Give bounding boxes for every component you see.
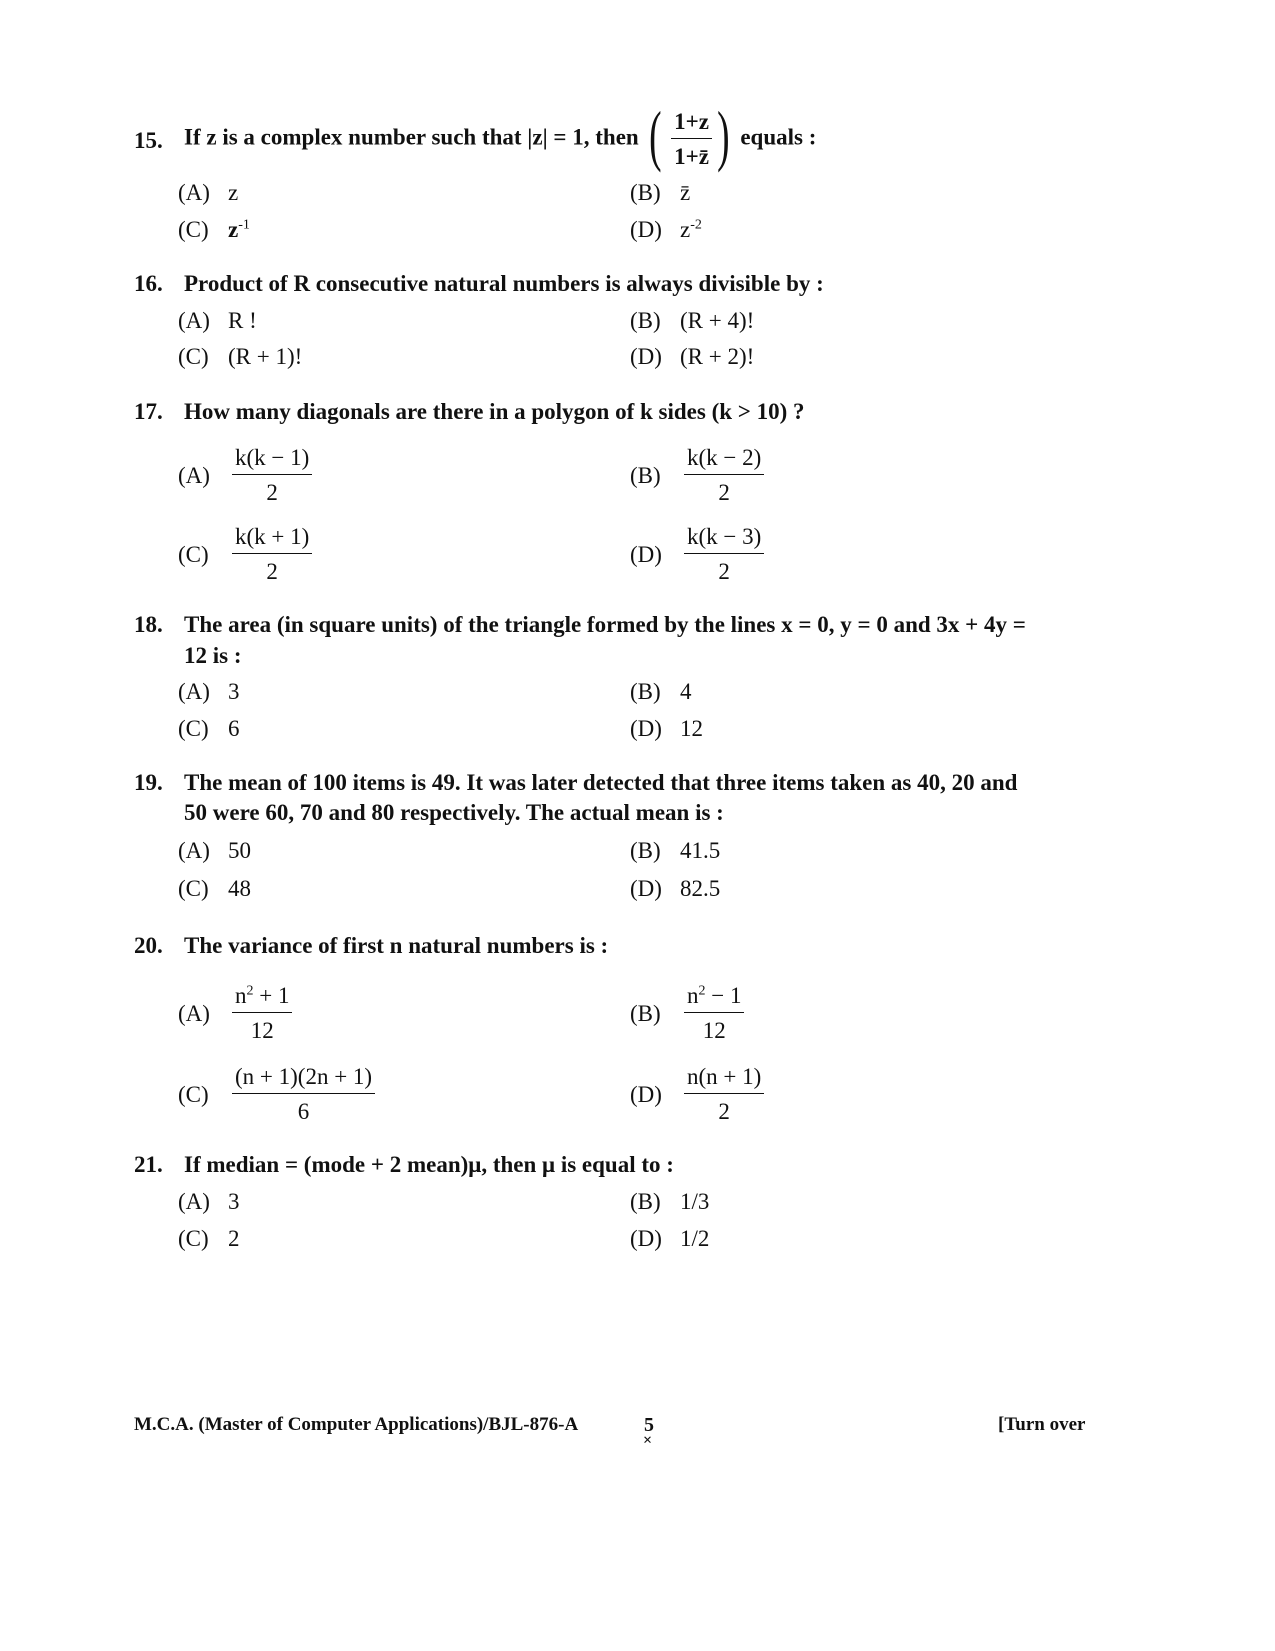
- fraction: [671, 109, 712, 170]
- question-text: 12 is :: [184, 643, 242, 668]
- question-text: If median = (mode + 2 mean)μ, then μ is equal to :: [184, 1152, 674, 1177]
- option-a[interactable]: (A) R !: [178, 308, 257, 333]
- option-c[interactable]: (C) 2: [178, 1226, 240, 1251]
- question-text: 50 were 60, 70 and 80 respectively. The actual mean is :: [184, 800, 724, 825]
- question-text: How many diagonals are there in a polygon of k sides (k > 10) ?: [184, 399, 805, 424]
- fraction: $\frac{k(k - 2)}{2}$: [684, 445, 764, 506]
- question-text: The mean of 100 items is 49. It was later detected that three items taken as 40, 20 and: [184, 770, 1018, 795]
- left-paren: (: [649, 97, 663, 173]
- question-text: Product of R consecutive natural numbers is always divisible by :: [184, 271, 824, 296]
- option-a[interactable]: (A) $\frac{n^2 + 1}{12}$: [178, 983, 292, 1044]
- option-c[interactable]: (C) $z^{-1}$: [178, 217, 250, 242]
- question-number: 15.: [134, 128, 163, 153]
- fraction-denominator: 1+z̄: [674, 143, 709, 169]
- option-b[interactable]: (B) 1/3: [630, 1189, 710, 1214]
- option-d[interactable]: (D) 12: [630, 716, 703, 741]
- question-number: 19.: [134, 770, 163, 795]
- option-c[interactable]: (C) (R + 1)!: [178, 344, 303, 369]
- option-c[interactable]: (C) 6: [178, 716, 240, 741]
- option-b[interactable]: (B) (R + 4)!: [630, 308, 755, 333]
- right-paren: ): [717, 97, 730, 173]
- question-number: 16.: [134, 271, 163, 296]
- fraction: $\frac{n^2 - 1}{12}$: [684, 983, 744, 1044]
- option-b[interactable]: (B) $\frac{k(k - 2)}{2}$: [630, 445, 764, 506]
- option-d[interactable]: (D) 82.5: [630, 876, 721, 901]
- footer-mark: ×: [643, 1432, 653, 1449]
- question-number: 18.: [134, 612, 163, 637]
- option-a[interactable]: (A) $\frac{k(k - 1)}{2}$: [178, 445, 312, 506]
- option-d[interactable]: (D) 1/2: [630, 1226, 710, 1251]
- option-d[interactable]: (D) $\frac{n(n + 1)}{2}$: [630, 1064, 764, 1125]
- fraction: $\frac{k(k - 1)}{2}$: [232, 445, 312, 506]
- option-a[interactable]: (A) 3: [178, 1189, 240, 1214]
- option-c[interactable]: (C) 48: [178, 876, 251, 901]
- fraction: $\frac{k(k + 1)}{2}$: [232, 524, 312, 585]
- question-number: 20.: [134, 933, 163, 958]
- option-a[interactable]: (A) z: [178, 180, 239, 205]
- fraction: $\frac{k(k - 3)}{2}$: [684, 524, 764, 585]
- page-number: 5: [644, 1414, 654, 1436]
- question-number: 21.: [134, 1152, 163, 1177]
- question-text: The variance of first n natural numbers is :: [184, 933, 609, 958]
- option-b[interactable]: (B) $\frac{n^2 - 1}{12}$: [630, 983, 744, 1044]
- fraction: $\frac{n^2 + 1}{12}$: [232, 983, 292, 1044]
- fraction: $\frac{(n + 1)(2n + 1)}{6}$: [232, 1064, 375, 1125]
- question-text-tail: equals :: [740, 124, 817, 150]
- option-b[interactable]: (B) 4: [630, 679, 692, 704]
- option-d[interactable]: (D) $z^{-2}$: [630, 217, 702, 242]
- question-text: The area (in square units) of the triangle formed by the lines x = 0, y = 0 and 3x + 4y =: [184, 612, 1026, 637]
- fraction-numerator: 1+z: [671, 109, 712, 139]
- fraction: $\frac{n(n + 1)}{2}$: [684, 1064, 764, 1125]
- option-c[interactable]: (C) $\frac{(n + 1)(2n + 1)}{6}$: [178, 1064, 375, 1125]
- turn-over-note: [Turn over: [998, 1414, 1086, 1435]
- question-text: If z is a complex number such that |z| = 1, then: [184, 124, 639, 150]
- option-a[interactable]: (A) 3: [178, 679, 240, 704]
- option-b[interactable]: (B) z̄: [630, 180, 691, 205]
- option-d[interactable]: (D) (R + 2)!: [630, 344, 755, 369]
- footer-course-code: M.C.A. (Master of Computer Applications)/BJL-876-A: [134, 1414, 579, 1435]
- question-number: 17.: [134, 399, 163, 424]
- option-c[interactable]: (C) $\frac{k(k + 1)}{2}$: [178, 524, 312, 585]
- option-d[interactable]: (D) $\frac{k(k - 3)}{2}$: [630, 524, 764, 585]
- option-a[interactable]: (A) 50: [178, 838, 251, 863]
- option-b[interactable]: (B) 41.5: [630, 838, 721, 863]
